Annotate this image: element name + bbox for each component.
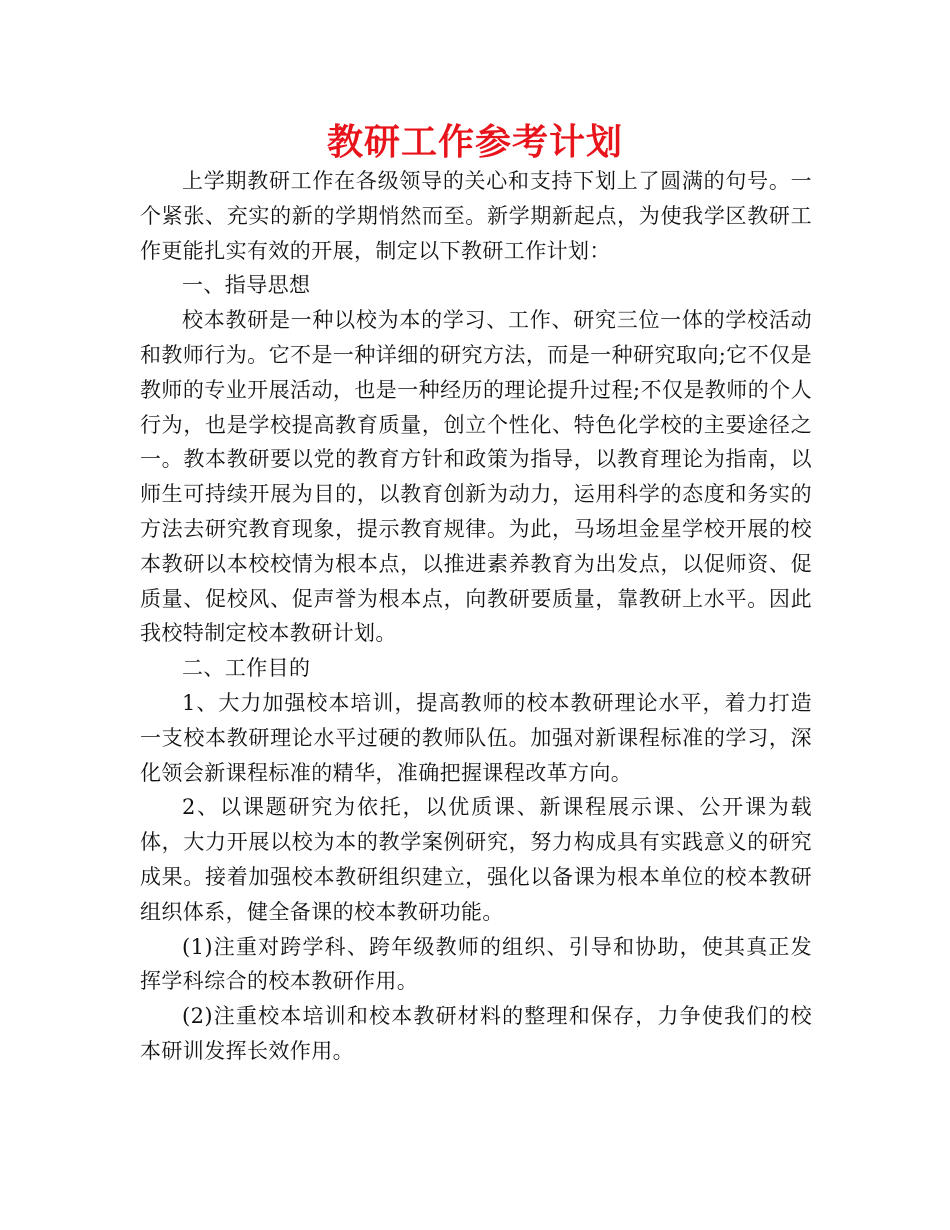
paragraph-subitem-1: (1)注重对跨学科、跨年级教师的组织、引导和协助，使其真正发挥学科综合的校本教研作用。	[140, 934, 812, 994]
paragraph-goal-1: 1、大力加强校本培训，提高教师的校本教研理论水平，着力打造一支校本教研理论水平过硬的教师队伍。加强对新课程标准的学习，深化领会新课程标准的精华，准确把握课程改革方向。	[140, 690, 812, 785]
section-heading-guiding-thought: 一、指导思想	[182, 273, 311, 298]
document-title: 教研工作参考计划	[326, 122, 623, 163]
paragraph-intro: 上学期教研工作在各级领导的关心和支持下划上了圆满的句号。一个紧张、充实的新的学期悄然而至。新学期新起点，为使我学区教研工作更能扎实有效的开展，制定以下教研工作计划：	[140, 169, 812, 263]
document-body	[140, 164, 812, 1069]
paragraph-subitem-2: (2)注重校本培训和校本教研材料的整理和保存，力争使我们的校本研训发挥长效作用。	[140, 1004, 812, 1063]
section-heading-work-goals: 二、工作目的	[182, 656, 311, 681]
paragraph-goal-2: 2、以课题研究为依托，以优质课、新课程展示课、公开课为载体，大力开展以校为本的教学案例研究，努力构成具有实践意义的研究成果。接着加强校本教研组织建立，强化以备课为根本单位的校本教研组织体系，健全备课的校本教研功能。	[140, 795, 812, 924]
paragraph-guiding-thought: 校本教研是一种以校为本的学习、工作、研究三位一体的学校活动和教师行为。它不是一种详细的研究方法，而是一种研究取向;它不仅是教师的专业开展活动，也是一种经历的理论提升过程;不仅是教师的个人行为，也是学校提高教育质量，创立个性化、特色化学校的主要途径之一。教本教研要以党的教育方针和政策为指导，以教育理论为指南，以师生可持续开展为目的，以教育创新为动力，运用科学的态度和务实的方法去研究教育现象，提示教育规律。为此，马场坦金星学校开展的校本教研以本校校情为根本点，以推进素养教育为出发点，以促师资、促质量、促校风、促声誉为根本点，向教研要质量，靠教研上水平。因此我校特制定校本教研计划。	[140, 308, 812, 646]
